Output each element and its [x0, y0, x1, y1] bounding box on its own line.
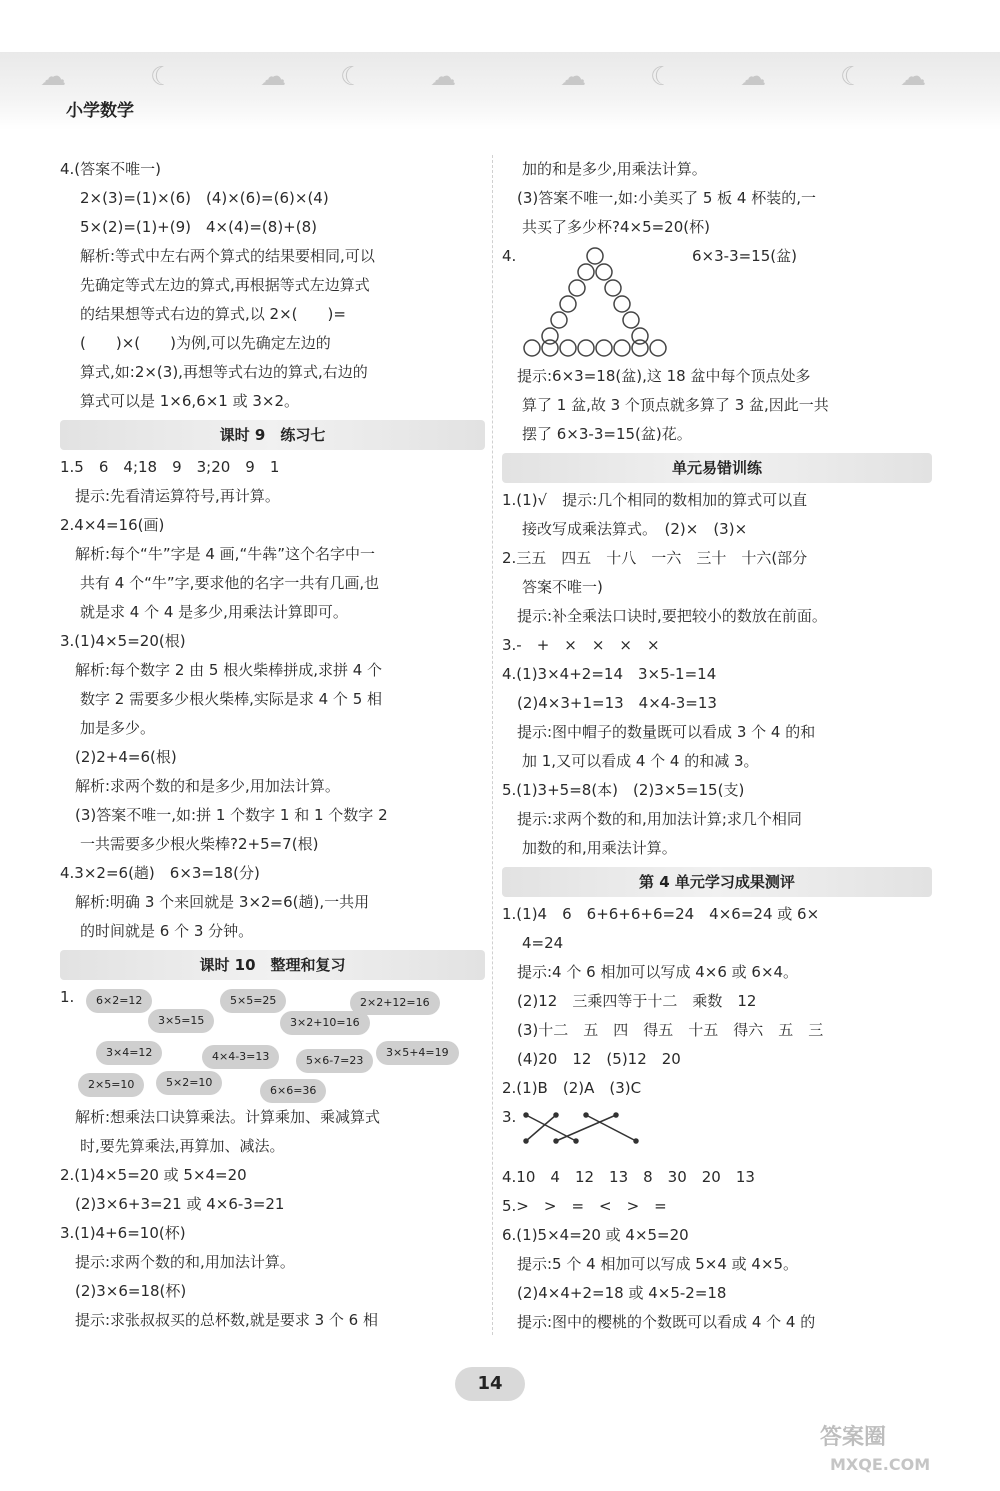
answer-line: (2)4×3+1=13 4×4-3=13	[502, 694, 717, 712]
bubble: 6×6=36	[260, 1079, 326, 1103]
answer-line: 5×(2)=(1)+(9) 4×(4)=(8)+(8)	[80, 218, 317, 236]
answer-line: (3)十二 五 四 得五 十五 得六 五 三	[502, 1021, 824, 1039]
cloud-icon: ☁	[740, 62, 766, 92]
answer-line: (2)4×4+2=18 或 4×5-2=18	[502, 1284, 727, 1302]
cloud-icon: ☁	[900, 62, 926, 92]
section-title-lesson10: 课时 10 整理和复习	[60, 950, 485, 980]
answer-line: 加的和是多少,用乘法计算。	[522, 160, 707, 178]
answer-line: 提示:先看清运算符号,再计算。	[60, 487, 280, 505]
answer-line: 4.10 4 12 13 8 30 20 13	[502, 1168, 755, 1186]
answer-line: 1.(1)4 6 6+6+6+6=24 4×6=24 或 6×	[502, 905, 820, 923]
subject-title: 小学数学	[66, 101, 134, 121]
bubble: 3×4=12	[96, 1041, 162, 1065]
answer-line: 提示:求两个数的和,用加法计算。	[60, 1253, 295, 1271]
page-number: 14	[455, 1367, 525, 1401]
page-header-band	[0, 52, 1000, 130]
cloud-icon: ☁	[260, 62, 286, 92]
answer-line: (4)20 12 (5)12 20	[502, 1050, 681, 1068]
answer-line: 提示:求两个数的和,用加法计算;求几个相同	[502, 810, 802, 828]
answer-line: 4.3×2=6(趟) 6×3=18(分)	[60, 864, 260, 882]
answer-line: 一共需要多少根火柴棒?2+5=7(根)	[80, 835, 319, 853]
answer-line: 算式,如:2×(3),再想等式右边的算式,右边的	[80, 363, 368, 381]
bubble: 3×2+10=16	[280, 1011, 370, 1035]
answer-line: 解析:求两个数的和是多少,用加法计算。	[60, 777, 340, 795]
answer-line: 解析:等式中左右两个算式的结果要相同,可以	[80, 247, 375, 265]
answer-line: 就是求 4 个 4 是多少,用乘法计算即可。	[80, 603, 348, 621]
answer-line: 3.(1)4+6=10(杯)	[60, 1224, 186, 1242]
bubble-figure	[60, 983, 485, 1103]
answer-line: 算式可以是 1×6,6×1 或 3×2。	[80, 392, 300, 410]
bubble: 2×2+12=16	[350, 991, 440, 1015]
answer-line: 2×(3)=(1)×(6) (4)×(6)=(6)×(4)	[80, 189, 329, 207]
answer-line: (2)2+4=6(根)	[60, 748, 177, 766]
answer-line: 提示:图中的樱桃的个数既可以看成 4 个 4 的	[502, 1313, 816, 1331]
cloud-icon: ☁	[560, 62, 586, 92]
answer-line: 6.(1)5×4=20 或 4×5=20	[502, 1226, 689, 1244]
answer-line: 解析:每个数字 2 由 5 根火柴棒拼成,求拼 4 个	[60, 661, 383, 679]
bubble: 3×5+4=19	[376, 1041, 459, 1065]
question-number: 4.	[502, 247, 517, 265]
answer-line: 提示:5 个 4 相加可以写成 5×4 或 4×5。	[502, 1255, 799, 1273]
bubble: 5×2=10	[156, 1071, 222, 1095]
answer-line: 1.5 6 4;18 9 3;20 9 1	[60, 458, 280, 476]
answer-line: 5.(1)3+5=8(本) (2)3×5=15(支)	[502, 781, 745, 799]
answer-line: 答案不唯一)	[522, 578, 603, 596]
column-divider	[492, 155, 493, 1335]
answer-line: 提示:求张叔叔买的总杯数,就是要求 3 个 6 相	[60, 1311, 378, 1329]
answer-line: 共有 4 个“牛”字,要求他的名字一共有几画,也	[80, 574, 380, 592]
answer-line: 1.(1)√ 提示:几个相同的数相加的算式可以直	[502, 491, 808, 509]
moon-icon: ☾	[340, 62, 364, 92]
bubble: 6×2=12	[86, 989, 152, 1013]
section-title-unit4-assessment: 第 4 单元学习成果测评	[502, 867, 932, 897]
bubble: 2×5=10	[78, 1073, 144, 1097]
answer-line: 提示:补全乘法口诀时,要把较小的数放在前面。	[502, 607, 827, 625]
answer-line: 解析:想乘法口诀算乘法。计算乘加、乘减算式	[60, 1108, 381, 1126]
section-title-unit-errors: 单元易错训练	[502, 453, 932, 483]
answer-line: 2.三五 四五 十八 一六 三十 十六(部分	[502, 549, 808, 567]
moon-icon: ☾	[650, 62, 674, 92]
cloud-icon: ☁	[430, 62, 456, 92]
answer-line: 接改写成乘法算式。 (2)× (3)×	[522, 520, 748, 538]
section-title-lesson9: 课时 9 练习七	[60, 420, 485, 450]
answer-line: (3)答案不唯一,如:拼 1 个数字 1 和 1 个数字 2	[60, 806, 388, 824]
answer-line: 2.(1)4×5=20 或 5×4=20	[60, 1166, 247, 1184]
answer-line: 共买了多少杯?4×5=20(杯)	[522, 218, 710, 236]
answer-line: 时,要先算乘法,再算加、减法。	[80, 1137, 285, 1155]
answer-line: 4=24	[522, 934, 564, 952]
answer-line: 先确定等式左边的算式,再根据等式左边算式	[80, 276, 370, 294]
answer-line: 4.(1)3×4+2=14 3×5-1=14	[502, 665, 717, 683]
answer-line: 2.(1)B (2)A (3)C	[502, 1079, 642, 1097]
answer-line: 提示:6×3=18(盆),这 18 盆中每个顶点处多	[502, 367, 811, 385]
answer-line: 摆了 6×3-3=15(盆)花。	[522, 425, 692, 443]
answer-line: (3)答案不唯一,如:小美买了 5 板 4 杯装的,一	[502, 189, 816, 207]
answer-line: 3.- + × × × ×	[502, 636, 660, 654]
bubble: 4×4-3=13	[202, 1045, 279, 1069]
equation: 6×3-3=15(盆)	[692, 247, 797, 265]
matching-figure	[502, 1103, 932, 1163]
bubble: 5×5=25	[220, 989, 286, 1013]
triangle-figure	[502, 242, 932, 362]
matching-lines	[520, 1109, 650, 1149]
answer-line: 的时间就是 6 个 3 分钟。	[80, 922, 254, 940]
answer-line: (2)3×6+3=21 或 4×6-3=21	[60, 1195, 285, 1213]
answer-line: 解析:每个“牛”字是 4 画,“牛犇”这个名字中一	[60, 545, 375, 563]
answer-line: ( )×( )为例,可以先确定左边的	[80, 334, 331, 352]
answer-line: 数字 2 需要多少根火柴棒,实际是求 4 个 5 相	[80, 690, 383, 708]
answer-line: 的结果想等式右边的算式,以 2×( )=	[80, 305, 346, 323]
answer-line: 2.4×4=16(画)	[60, 516, 165, 534]
answer-line: 4.(答案不唯一)	[60, 160, 162, 178]
moon-icon: ☾	[840, 62, 864, 92]
question-number: 3.	[502, 1108, 517, 1126]
bubble: 5×6-7=23	[296, 1049, 373, 1073]
cloud-icon: ☁	[40, 62, 66, 92]
answer-line: 3.(1)4×5=20(根)	[60, 632, 186, 650]
answer-line: 提示:图中帽子的数量既可以看成 3 个 4 的和	[502, 723, 816, 741]
bubble: 3×5=15	[148, 1009, 214, 1033]
left-column	[60, 155, 485, 1335]
watermark-url: MXQE.COM	[830, 1455, 931, 1474]
answer-line: (2)12 三乘四等于十二 乘数 12	[502, 992, 757, 1010]
answer-line: 算了 1 盆,故 3 个顶点就多算了 3 盆,因此一共	[522, 396, 829, 414]
answer-line: 加 1,又可以看成 4 个 4 的和减 3。	[522, 752, 759, 770]
answer-line: 解析:明确 3 个来回就是 3×2=6(趟),一共用	[60, 893, 370, 911]
flower-pot-triangle	[520, 246, 670, 358]
answer-line: 加是多少。	[80, 719, 156, 737]
right-column	[502, 155, 932, 1337]
answer-line: 加数的和,用乘法计算。	[522, 839, 677, 857]
question-number: 1.	[60, 988, 75, 1006]
watermark-logo: 答案圈	[820, 1425, 887, 1450]
answer-line: 5.> > = < > =	[502, 1197, 667, 1215]
answer-line: (2)3×6=18(杯)	[60, 1282, 187, 1300]
answer-line: 提示:4 个 6 相加可以写成 4×6 或 6×4。	[502, 963, 799, 981]
moon-icon: ☾	[150, 62, 174, 92]
